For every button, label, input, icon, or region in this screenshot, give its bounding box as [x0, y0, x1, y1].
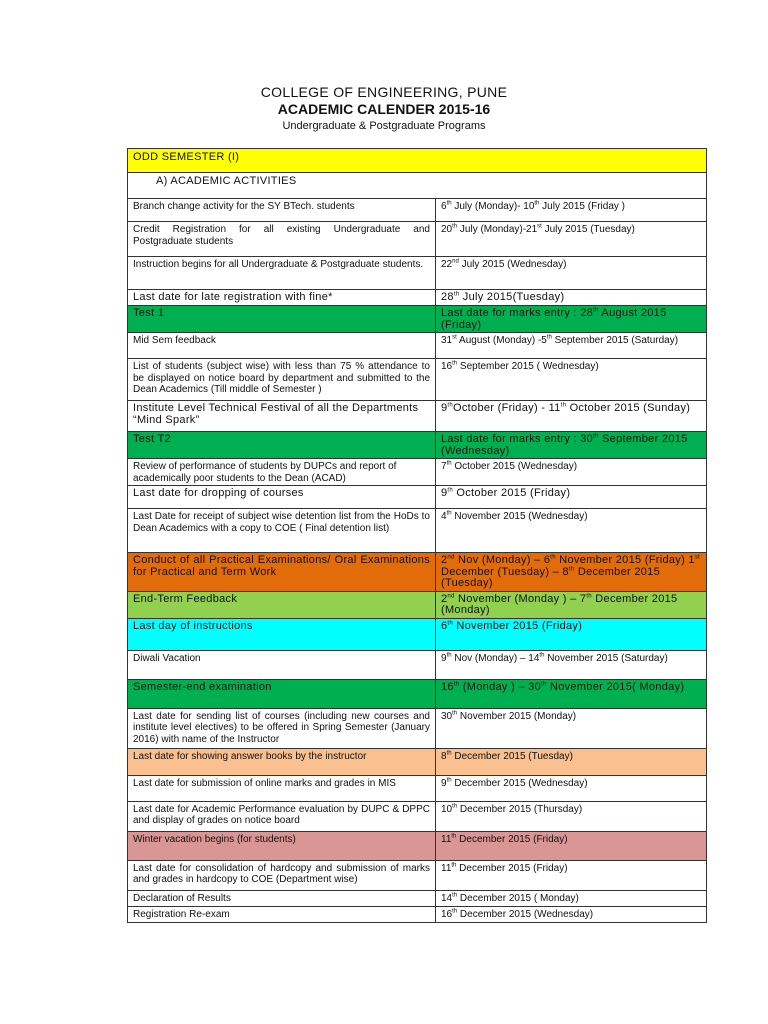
- date-cell: 10th December 2015 (Thursday): [436, 801, 707, 831]
- activity-cell: Last day of instructions: [128, 618, 436, 650]
- date-cell: 4th November 2015 (Wednesday): [436, 509, 707, 553]
- activity-cell: List of students (subject wise) with less than 75 % attendance to be displayed on notice board by department and submitted to the Dean Academics (Till middle of Semester ): [128, 359, 436, 401]
- document-header: [0, 84, 768, 134]
- calendar-row: [128, 650, 707, 679]
- date-cell: 11th December 2015 (Friday): [436, 831, 707, 860]
- calendar-row: [128, 679, 707, 708]
- date-cell: 7th October 2015 (Wednesday): [436, 459, 707, 486]
- activity-cell: Last date for consolidation of hardcopy and submission of marks and grades in hardcopy to COE (Department wise): [128, 860, 436, 890]
- date-cell: 9th October 2015 (Friday): [436, 486, 707, 509]
- date-cell: 2nd November (Monday ) – 7th December 2015 (Monday): [436, 591, 707, 618]
- calendar-row: [128, 359, 707, 401]
- activity-cell: End-Term Feedback: [128, 591, 436, 618]
- activity-cell: Test T2: [128, 432, 436, 459]
- academic-calendar-table: [127, 148, 707, 923]
- date-cell: 14th December 2015 ( Monday): [436, 890, 707, 906]
- date-cell: 16th (Monday ) – 30th November 2015( Monday): [436, 679, 707, 708]
- date-cell: 31st August (Monday) -5th September 2015 (Saturday): [436, 333, 707, 359]
- activity-cell: Last date for late registration with fine*: [128, 290, 436, 306]
- calendar-row: [128, 401, 707, 432]
- activity-cell: Diwali Vacation: [128, 650, 436, 679]
- activity-cell: Branch change activity for the SY BTech. students: [128, 199, 436, 222]
- date-cell: 8th December 2015 (Tuesday): [436, 748, 707, 775]
- calendar-row: [128, 222, 707, 257]
- date-cell: 6th July (Monday)- 10th July 2015 (Friday ): [436, 199, 707, 222]
- calendar-row: [128, 553, 707, 592]
- activity-cell: Last date for submission of online marks and grades in MIS: [128, 775, 436, 801]
- date-cell: 9th Nov (Monday) – 14th November 2015 (Saturday): [436, 650, 707, 679]
- calendar-row: [128, 509, 707, 553]
- activity-cell: Mid Sem feedback: [128, 333, 436, 359]
- date-cell: Last date for marks entry : 28th August 2015 (Friday): [436, 306, 707, 333]
- date-cell: 9th December 2015 (Wednesday): [436, 775, 707, 801]
- activity-cell: Last date for Academic Performance evaluation by DUPC & DPPC and display of grades on notice board: [128, 801, 436, 831]
- calendar-row: [128, 906, 707, 922]
- activity-cell: Winter vacation begins (for students): [128, 831, 436, 860]
- calendar-row: [128, 860, 707, 890]
- semester-label: ODD SEMESTER (I): [128, 149, 707, 173]
- activity-cell: Test 1: [128, 306, 436, 333]
- date-cell: 30th November 2015 (Monday): [436, 708, 707, 748]
- date-cell: 28th July 2015(Tuesday): [436, 290, 707, 306]
- date-cell: 6th November 2015 (Friday): [436, 618, 707, 650]
- calendar-row: [128, 486, 707, 509]
- calendar-row: [128, 290, 707, 306]
- calendar-row: [128, 708, 707, 748]
- calendar-row: [128, 801, 707, 831]
- date-cell: 9thOctober (Friday) - 11th October 2015 (Sunday): [436, 401, 707, 432]
- semester-header-row: [128, 149, 707, 173]
- college-name: COLLEGE OF ENGINEERING, PUNE: [260, 84, 508, 100]
- section-header-row: [128, 173, 707, 199]
- calendar-row: [128, 257, 707, 290]
- activity-cell: Last Date for receipt of subject wise detention list from the HoDs to Dean Academics with a copy to COE ( Final detention list): [128, 509, 436, 553]
- calendar-row: [128, 890, 707, 906]
- activity-cell: Institute Level Technical Festival of all the Departments “Mind Spark”: [128, 401, 436, 432]
- activity-cell: Declaration of Results: [128, 890, 436, 906]
- activity-cell: Review of performance of students by DUPCs and report of academically poor students to the Dean (ACAD): [128, 459, 436, 486]
- activity-cell: Semester-end examination: [128, 679, 436, 708]
- calendar-row: [128, 775, 707, 801]
- activity-cell: Last date for showing answer books by the instructor: [128, 748, 436, 775]
- calendar-row: [128, 306, 707, 333]
- programs-subtitle: Undergraduate & Postgraduate Programs: [282, 120, 486, 132]
- calendar-row: [128, 618, 707, 650]
- date-cell: Last date for marks entry : 30th September 2015 (Wednesday): [436, 432, 707, 459]
- activity-cell: Conduct of all Practical Examinations/ Oral Examinations for Practical and Term Work: [128, 553, 436, 592]
- date-cell: 16th December 2015 (Wednesday): [436, 906, 707, 922]
- calendar-row: [128, 748, 707, 775]
- calendar-row: [128, 831, 707, 860]
- calendar-row: [128, 432, 707, 459]
- calendar-row: [128, 459, 707, 486]
- activity-cell: Registration Re-exam: [128, 906, 436, 922]
- calendar-row: [128, 591, 707, 618]
- activity-cell: Last date for dropping of courses: [128, 486, 436, 509]
- calendar-title: ACADEMIC CALENDER 2015-16: [277, 101, 491, 117]
- activity-cell: Credit Registration for all existing Undergraduate and Postgraduate students: [128, 222, 436, 257]
- date-cell: 2nd Nov (Monday) – 6th November 2015 (Friday) 1st December (Tuesday) – 8th December 2015 (Tuesday): [436, 553, 707, 592]
- calendar-row: [128, 199, 707, 222]
- calendar-row: [128, 333, 707, 359]
- section-label: A) ACADEMIC ACTIVITIES: [128, 173, 707, 199]
- date-cell: 16th September 2015 ( Wednesday): [436, 359, 707, 401]
- activity-cell: Last date for sending list of courses (including new courses and institute level electives) to be offered in Spring Semester (January 2016) with name of the Instructor: [128, 708, 436, 748]
- activity-cell: Instruction begins for all Undergraduate & Postgraduate students.: [128, 257, 436, 290]
- date-cell: 20th July (Monday)-21st July 2015 (Tuesday): [436, 222, 707, 257]
- date-cell: 11th December 2015 (Friday): [436, 860, 707, 890]
- date-cell: 22nd July 2015 (Wednesday): [436, 257, 707, 290]
